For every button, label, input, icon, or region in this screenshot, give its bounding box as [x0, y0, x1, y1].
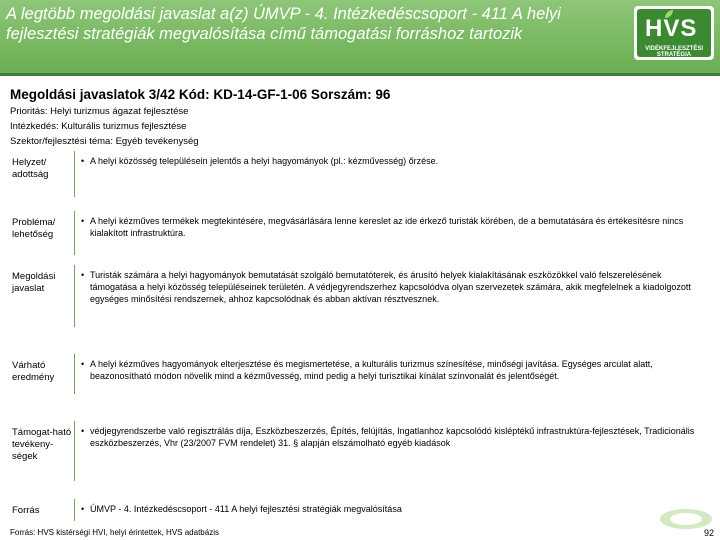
sector-line: Szektor/fejlesztési téma: Egyéb tevékenység: [10, 136, 199, 147]
row-expected-result: [10, 354, 710, 394]
bullet-icon: •: [81, 504, 85, 514]
row-text: ÚMVP - 4. Intézkedéscsoport - 411 A helyi fejlesztési stratégiák megvalósítása: [90, 504, 402, 514]
slide-header: [0, 0, 720, 76]
row-text: Turisták számára a helyi hagyományok bemutatását szolgáló bemutatóterek, és árusító helyek kialakításának eszközökkel való felszerelésének támogatása a helyi közösség településeinek területén. A védjegyrendszerhez kapcsolódva olyan szervezetek számára, akik megfelelnek a kiadolgozott egységes minősítési rendszernek, ahhoz kapcsolódnak és abban aktívan résztvesznek.: [90, 270, 691, 304]
bullet-icon: •: [81, 156, 85, 166]
row-label: [10, 421, 75, 481]
row-body: [81, 155, 705, 167]
row-text: A helyi közösség településein jelentős a helyi hagyományok (pl.: kézművesség) őrzése.: [90, 156, 439, 166]
row-funding-source: [10, 499, 710, 521]
source-note: Forrás: HVS kistérségi HVI, helyi érintettek, HVS adatbázis: [10, 528, 219, 537]
row-situation: [10, 151, 710, 197]
page-number: 92: [704, 528, 715, 538]
row-label-text: Várható eredmény: [12, 360, 55, 383]
row-label-text: Helyzet/ adottság: [12, 157, 49, 180]
bullet-icon: •: [81, 359, 85, 369]
row-text: védjegyrendszerbe való regisztrálás díja, Eszközbeszerzés, Építés, felújítás, Ingatlanhoz kapcsolódó kisléptékű infrastruktúra-fejlesztések, Tradicionális eszközbeszerzés, Vhr (23/2007 FVM rendelet) 31. § alapján elszámolható egyéb kiadások: [90, 426, 695, 448]
bullet-icon: •: [81, 216, 85, 226]
row-label-text: Támogat-ható tevékeny-ségek: [12, 427, 72, 462]
hvs-logo-subtitle: VIDÉKFEJLESZTÉSI STRATÉGIA: [644, 46, 703, 58]
row-label-text: Probléma/ lehetőség: [12, 217, 56, 240]
row-text: A helyi kézműves hagyományok elterjesztése és megismertetése, a kulturális turizmus színesítése, minőségi javítása. Egységes arculat alatt, beazonosítható módon növelik mind a kézművesség, mind pedig a helyi turisztikai kínálat színvonalát és jelentőségét.: [90, 359, 653, 381]
hvs-logo: [634, 6, 714, 60]
row-label-text: Forrás: [12, 505, 40, 516]
hvs-logo-text: HVS: [645, 15, 698, 42]
row-body: [81, 503, 705, 515]
row-label: [10, 211, 75, 255]
row-solution: [10, 265, 710, 327]
header-title: A legtöbb megoldási javaslat a(z) ÚMVP - 4. Intézkedéscsoport - 411 A helyi fejlesztési stratégiák megvalósítása című támogatási forráshoz tartozik: [6, 5, 561, 43]
section-title: Megoldási javaslatok 3/42 Kód: KD-14-GF-1-06 Sorszám: 96: [10, 87, 391, 102]
hvs-logo-badge: [637, 9, 711, 57]
row-text: A helyi kézműves termékek megtekintésére, megvásárlására lenne kereslet az ide érkező turisták körében, de a bemutatására és értékesítésre nincs kialakított infrastruktúra.: [90, 216, 684, 238]
row-body: [81, 425, 705, 449]
row-label: [10, 499, 75, 521]
row-label-text: Megoldási javaslat: [12, 271, 56, 294]
priority-line: Prioritás: Helyi turizmus ágazat fejlesztése: [10, 106, 189, 117]
bullet-icon: •: [81, 270, 85, 280]
row-problem: [10, 211, 710, 255]
row-supported-activities: [10, 421, 710, 481]
row-label: [10, 151, 75, 197]
row-body: [81, 215, 705, 239]
measure-line: Intézkedés: Kulturális turizmus fejlesztése: [10, 121, 187, 132]
row-label: [10, 354, 75, 394]
row-body: [81, 269, 705, 305]
bullet-icon: •: [81, 426, 85, 436]
row-label: [10, 265, 75, 327]
row-body: [81, 358, 705, 382]
